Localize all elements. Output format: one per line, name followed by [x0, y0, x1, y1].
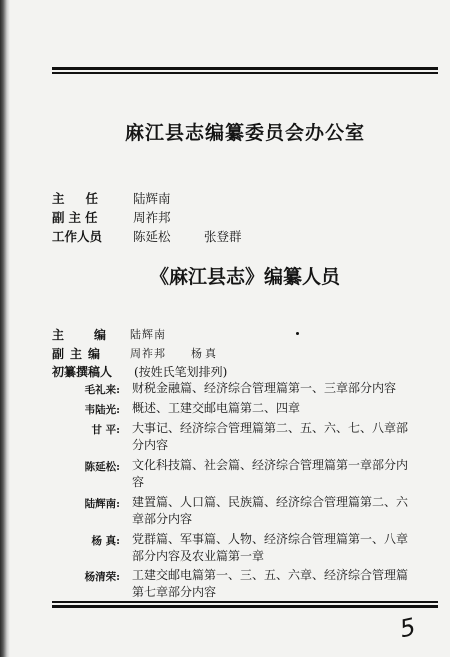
writer-name: 毛礼来: [84, 384, 120, 396]
ink-speck [296, 332, 299, 335]
editor-role: 副主编 [52, 347, 107, 361]
staff-role: 工作人员 [52, 229, 103, 244]
writer-name: 杨清荣: [84, 571, 120, 583]
writer-work: 建置篇、人口篇、民族篇、经济综合管理篇第二、六章部分内容 [132, 495, 409, 526]
writer-name: 陈延松: [84, 461, 120, 473]
writer-name: 杨 真: [91, 535, 120, 547]
writer-work: 财税金融篇、经济综合管理篇第一、三章部分内容 [132, 381, 397, 395]
compilers-title: 《麻江县志》编纂人员 [149, 266, 340, 288]
handwritten-page-number: 5 [397, 612, 419, 644]
editor-role: 主编 [52, 328, 137, 342]
writers-order-note: (按姓氏笔划排列) [134, 365, 228, 379]
writer-name: 韦陆光: [84, 404, 120, 416]
top-rule-thick [52, 67, 438, 70]
writer-work: 大事记、经济综合管理篇第二、五、六、七、八章部分内容 [132, 421, 409, 452]
staff-name: 张登群 [204, 229, 242, 244]
writers-heading: 初纂撰稿人 [52, 365, 113, 379]
top-rule-thin [52, 72, 438, 74]
writer-work: 文化科技篇、社会篇、经济综合管理篇第一章部分内容 [132, 458, 409, 489]
staff-name: 陆辉南 [133, 191, 171, 206]
staff-name: 周祚邦 [133, 210, 171, 225]
writer-name: 陆辉南: [84, 498, 120, 510]
editor-name: 周祚邦 [130, 347, 166, 360]
writer-work: 工建交邮电篇第一、三、五、六章、经济综合管理篇第七章部分内容 [132, 568, 409, 599]
writer-work: 党群篇、军事篇、人物、经济综合管理篇第一、八章部分内容及农业篇第一章 [132, 532, 409, 563]
staff-name: 陈延松 [133, 229, 171, 244]
editor-name: 杨真 [191, 347, 219, 360]
editor-name: 陆辉南 [130, 328, 166, 341]
writer-work: 概述、工建交邮电篇第二、四章 [132, 401, 301, 415]
bottom-rule-thick [52, 605, 438, 608]
staff-role: 副主任 [52, 210, 102, 225]
writer-name: 甘 平: [91, 424, 120, 436]
bottom-rule-thin [52, 601, 438, 603]
staff-role: 主任 [52, 191, 120, 206]
office-title: 麻江县志编纂委员会办公室 [124, 122, 365, 144]
scan-edge-shadow [0, 0, 10, 657]
